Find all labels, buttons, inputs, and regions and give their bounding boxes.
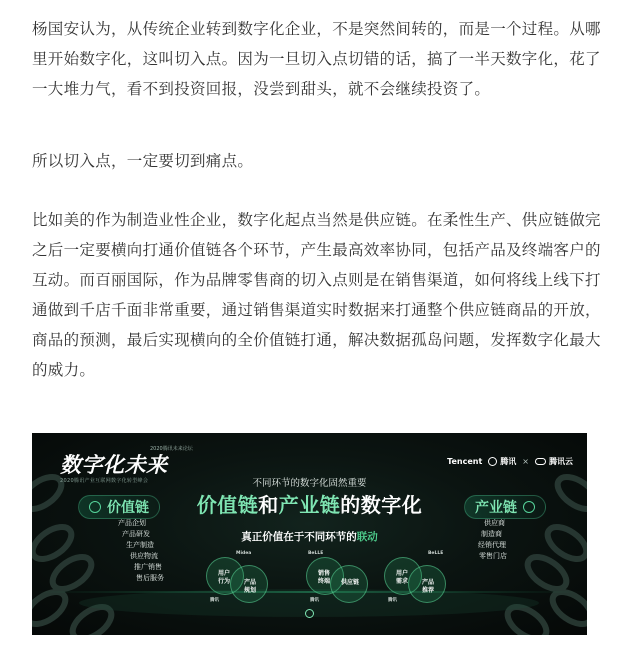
venn-label: 产品 规划 bbox=[243, 579, 256, 594]
headline-value-chain: 价值链 bbox=[196, 493, 259, 517]
industry-chain-pill bbox=[464, 495, 546, 519]
paragraph-line: 所以切入点，一定要切到痛点。 bbox=[32, 152, 254, 170]
event-label: 2020腾讯未来论坛 bbox=[150, 446, 193, 452]
sponsor-logos bbox=[447, 456, 573, 467]
chain-icon bbox=[523, 501, 535, 513]
list-item: 制造商 bbox=[481, 530, 502, 538]
list-item: 供应商 bbox=[484, 519, 505, 527]
belle-logo: BeLLE bbox=[428, 551, 444, 556]
list-item: 经销代理 bbox=[478, 541, 506, 549]
tencent-mini-logo: 腾讯 bbox=[210, 598, 219, 603]
conference-slide-image bbox=[32, 433, 587, 635]
industry-chain-title: 产业链 bbox=[475, 500, 517, 516]
venn-diagram-midea bbox=[206, 551, 270, 603]
paragraph-line: 商品的预测，最后实现横向的全价值链打通，解决数据孤岛问题，发挥数字化最大 bbox=[32, 331, 601, 349]
slide-top-line: 不同环节的数字化固然重要 bbox=[252, 478, 367, 489]
venn-label: 用户 行为 bbox=[217, 570, 230, 585]
brand-separator: × bbox=[522, 457, 529, 466]
value-chain-title: 价值链 bbox=[107, 500, 149, 516]
event-subtitle: 2020腾讯产业互联网数字化转型峰会 bbox=[60, 478, 149, 484]
value-chain-list bbox=[104, 518, 164, 584]
cloud-icon bbox=[535, 458, 546, 465]
event-logo: 数字化未来 bbox=[60, 452, 168, 477]
list-item: 产品研发 bbox=[122, 530, 150, 538]
paragraph-line: 互动。而百丽国际，作为品牌零售商的切入点则是在销售渠道，如何将线上线下打 bbox=[32, 271, 601, 289]
list-item: 零售门店 bbox=[479, 552, 507, 560]
value-chain-pill bbox=[78, 495, 160, 519]
chain-icon bbox=[89, 501, 101, 513]
venn-label: 产品 推荐 bbox=[421, 579, 434, 594]
list-item: 产品企划 bbox=[118, 519, 146, 527]
tencent-group-logo bbox=[488, 456, 516, 467]
venn-diagram-belle-product bbox=[384, 551, 448, 603]
list-item: 推广销售 bbox=[134, 563, 162, 571]
paragraph-line: 比如美的作为制造业性企业，数字化起点当然是供应链。在柔性生产、供应链做完 bbox=[32, 211, 601, 229]
tencent-logo: Tencent bbox=[447, 457, 483, 466]
venn-label: 供应链 bbox=[340, 579, 359, 586]
paragraph-line: 的威力。 bbox=[32, 361, 96, 379]
list-item: 供应物流 bbox=[130, 552, 158, 560]
paragraph-line: 一大堆力气，看不到投资回报，没尝到甜头，就不会继续投资了。 bbox=[32, 80, 491, 98]
paragraph-line: 通做到千店千面非常重要，通过销售渠道实时数据来打通整个供应链商品的开放， bbox=[32, 301, 601, 319]
paragraph-line: 杨国安认为，从传统企业转到数字化企业，不是突然间转的，而是一个过程。从哪 bbox=[32, 20, 601, 38]
link-icon bbox=[305, 609, 314, 618]
tencent-mini-logo: 腾讯 bbox=[310, 598, 319, 603]
headline-industry-chain: 产业链 bbox=[278, 493, 341, 517]
belle-logo: BeLLE bbox=[308, 551, 324, 556]
subline-main: 真正价值在于不同环节的 bbox=[241, 531, 357, 543]
headline-and: 和 bbox=[258, 493, 279, 517]
paragraph-line: 之后一定要横向打通价值链各个环节，产生最高效率协同，包括产品及终端客户的 bbox=[32, 241, 601, 259]
paragraph-3 bbox=[32, 205, 601, 385]
midea-logo: Midea bbox=[236, 551, 252, 556]
ring-icon bbox=[488, 457, 497, 466]
venn-label: 销售 终端 bbox=[317, 570, 330, 585]
list-item: 生产制造 bbox=[126, 541, 154, 549]
tencent-cloud-logo bbox=[535, 456, 573, 467]
venn-diagram-belle-channel bbox=[306, 551, 370, 603]
industry-chain-list bbox=[478, 518, 538, 562]
headline-digitalization: 的数字化 bbox=[340, 493, 423, 517]
venn-label: 用户 需求 bbox=[395, 570, 408, 585]
paragraph-1 bbox=[32, 14, 601, 104]
subline-highlight: 联动 bbox=[356, 531, 378, 543]
tencent-group-text: 腾讯 bbox=[500, 457, 517, 466]
tencent-mini-logo: 腾讯 bbox=[388, 598, 397, 603]
list-item: 售后服务 bbox=[136, 574, 164, 582]
paragraph-2 bbox=[32, 146, 597, 176]
tencent-cloud-text: 腾讯云 bbox=[549, 457, 573, 466]
paragraph-line: 里开始数字化，这叫切入点。因为一旦切入点切错的话，搞了一半天数字化，花了 bbox=[32, 50, 601, 68]
